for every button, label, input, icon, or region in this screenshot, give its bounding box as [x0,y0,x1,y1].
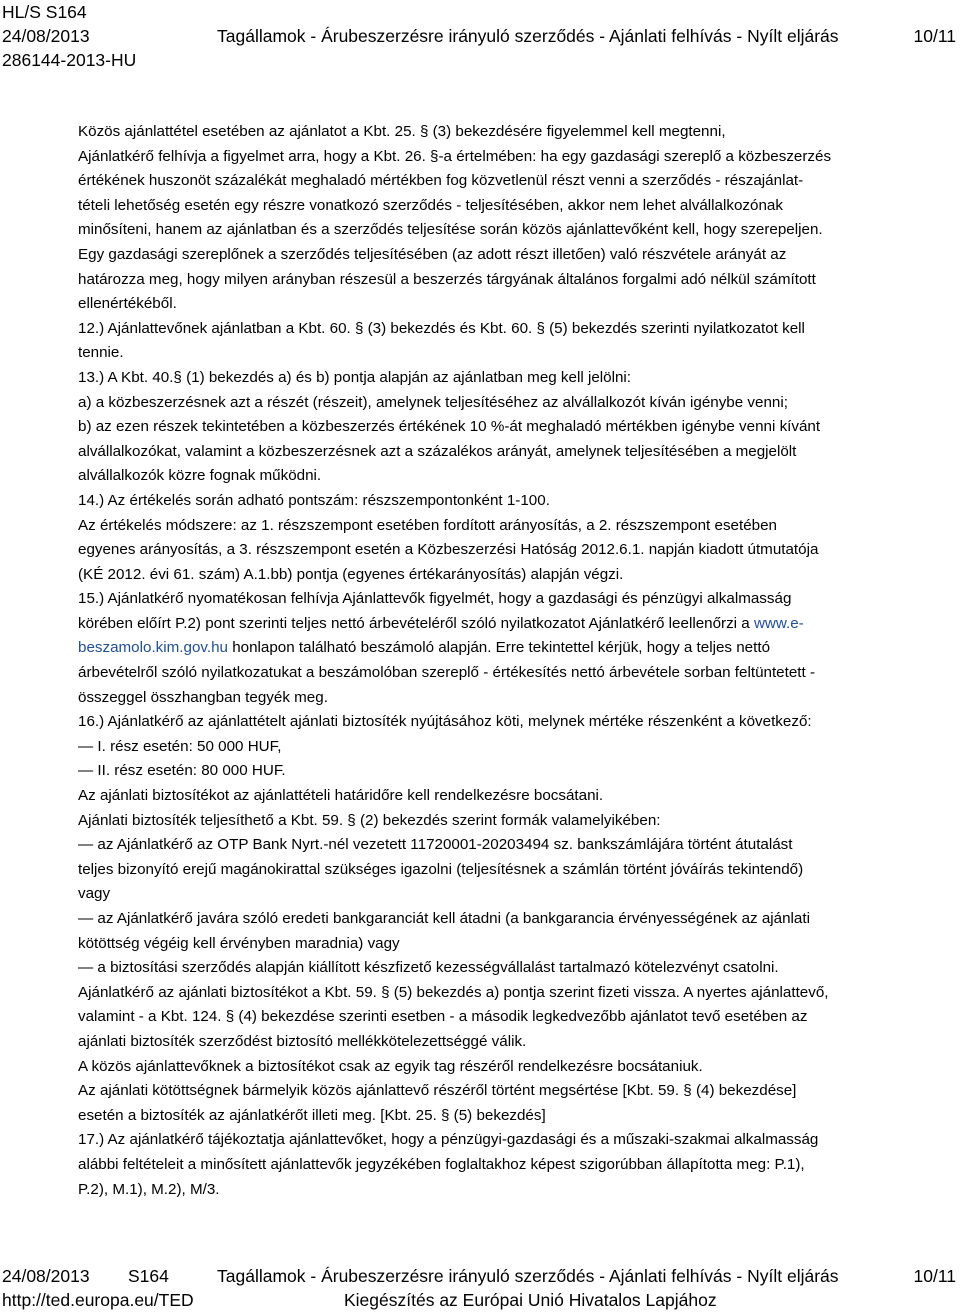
body-line: 15.) Ajánlatkérő nyomatékosan felhívja Ajánlattevők figyelmét, hogy a gazdasági és pénzügyi alkalmasság [78,590,792,608]
body-line: tennie. [78,344,124,362]
body-line: — I. rész esetén: 50 000 HUF, [78,737,282,755]
body-line: Ajánlatkérő felhívja a figyelmet arra, hogy a Kbt. 26. §-a értelmében: ha egy gazdasági szereplő a közbeszerzés [78,147,832,165]
body-line: alábbi feltételeit a minősített ajánlattevők jegyzékében foglaltakhoz képest szigorúbban állapította meg: P.1), [78,1155,805,1173]
body-line: P.2), M.1), M.2), M/3. [78,1180,220,1198]
body-line-with-link [78,612,956,637]
header-date: 24/08/2013 [2,26,90,46]
body-line: 17.) Az ajánlatkérő tájékoztatja ajánlattevőket, hogy a pénzügyi-gazdasági és a műszaki-szakmai alkalmasság [78,1131,819,1149]
footer-url[interactable]: http://ted.europa.eu/TED [2,1290,194,1310]
body-line: — az Ajánlatkérő javára szóló eredeti bankgaranciát kell átadni (a bankgarancia érvényességének az ajánlati [78,910,810,927]
body-line: Ajánlatkérő az ajánlati biztosítékot a Kbt. 59. § (5) bekezdés a) pontja szerint fizeti vissza. A nyertes ajánlattevő, [78,983,829,1001]
beszamolo-link-start[interactable]: www.e- [753,614,804,632]
footer-page-number: 10/11 [913,1266,956,1286]
body-line: — a biztosítási szerződés alapján kiállított készfizető kezességvállalást tartalmazó kötelezvényt csatolni. [78,959,779,977]
body-line: A közös ajánlattevőknek a biztosítékot csak az egyik tag részéről rendelkezésre bocsátaniuk. [78,1057,703,1075]
footer-title: Tagállamok - Árubeszerzésre irányuló szerződés - Ajánlati felhívás - Nyílt eljárás [217,1266,839,1286]
body-line: ajánlati biztosíték szerződést biztosító mellékkötelezettséggé válik. [78,1032,527,1050]
body-line: egyenes arányosítás, a 3. részszempont esetén a Közbeszerzési Hatóság 2012.6.1. napján kiadott útmutatója [78,541,819,559]
body-line-text: körében előírt P.2) pont szerinti teljes nettó árbevételéről szóló nyilatkozatot Ajánlatkérő leellenőrzi a [78,614,754,632]
body-line: teljes bizonyító erejű magánokirattal szükséges igazolni (teljesítésnek a számlán történt jóváírás tekintendő) [78,860,804,878]
header-reference: 286144-2013-HU [2,50,137,70]
body-line: kötöttség végéig kell érvényben maradnia) vagy [78,934,400,952]
body-line: esetén a biztosíték az ajánlatkérőt illeti meg. [Kbt. 25. § (5) bekezdés] [78,1106,546,1124]
body-line: valamint - a Kbt. 124. § (4) bekezdése szerinti esetben - a második legkedvezőbb ajánlatot tevő esetében az [78,1008,808,1026]
body-line: ellenértékéből. [78,295,177,313]
body-line: árbevételről szóló nyilatkozatukat a beszámolóban szereplő - értékesítés nettó árbevétele sorban feltüntetett - [78,664,816,682]
page-header [0,0,960,72]
page-footer [0,1264,960,1312]
body-line: Az értékelés módszere: az 1. részszempont esetében fordított arányosítás, a 2. részszempont esetében [78,516,777,534]
body-line: (KÉ 2012. évi 61. szám) A.1.bb) pontja (egyenes értékarányosítás) alapján végzi. [78,565,624,583]
footer-publisher: Kiegészítés az Európai Unió Hivatalos Lapjához [344,1290,717,1310]
body-line: Az ajánlati kötöttségnek bármelyik közös ajánlattevő részéről történt megsértése [Kbt. 59. § (4) bekezdése] [78,1082,797,1100]
header-title: Tagállamok - Árubeszerzésre irányuló szerződés - Ajánlati felhívás - Nyílt eljárás [217,26,839,46]
body-line: — II. rész esetén: 80 000 HUF. [78,762,286,780]
body-line: értékének huszonöt százalékát meghaladó mértékben fog közvetlenül részt venni a szerződés - részajánlat- [78,172,804,190]
body-line: minősíteni, hanem az ajánlatban és a szerződés teljesítése során közös ajánlattevőként kell, hogy szerepeljen. [78,221,823,239]
body-line: 13.) A Kbt. 40.§ (1) bekezdés a) és b) pontja alapján az ajánlatban meg kell jelölni: [78,368,632,386]
body-line: a) a közbeszerzésnek azt a részét (részeit), amelynek teljesítéséhez az alvállalkozót kíván igénybe venni; [78,393,788,411]
body-line: 14.) Az értékelés során adható pontszám: részszempontonként 1-100. [78,491,550,509]
body-line: — az Ajánlatkérő az OTP Bank Nyrt.-nél vezetett 11720001-20203494 sz. bankszámlájára történt átutalást [78,836,793,854]
footer-series: S164 [128,1266,169,1286]
body-line: Egy gazdasági szereplőnek a szerződés teljesítésében (az adott részt illetően) való részvétele arányát az [78,245,787,263]
body-line: 16.) Ajánlatkérő az ajánlattételt ajánlati biztosíték nyújtásához köti, melynek mértéke részenként a következő: [78,713,812,731]
doc-id: HL/S S164 [2,2,87,22]
body-line: b) az ezen részek tekintetében a közbeszerzés értékének 10 %-át meghaladó mértékben igénybe venni kívánt [78,418,821,436]
body-line-text: honlapon található beszámoló alapján. Erre tekintettel kérjük, hogy a teljes nettó [227,639,771,657]
body-line: összeggel összhangban tegyék meg. [78,688,328,706]
body-line-with-link [78,636,956,661]
document-body [78,120,956,1202]
body-line: alvállalkozókat, valamint a közbeszerzésnek azt a százalékos arányát, amelynek teljesítésében a megjelölt [78,442,797,460]
body-line: Közös ajánlattétel esetében az ajánlatot a Kbt. 25. § (3) bekezdésére figyelemmel kell megtenni, [78,123,726,140]
body-line: tételi lehetőség esetén egy részre vonatkozó szerződés - teljesítésében, akkor nem lehet alvállalkozónak [78,196,783,214]
header-page-number: 10/11 [913,26,956,46]
body-line: határozza meg, hogy milyen arányban részesül a beszerzés tárgyának általános forgalmi adó nélkül számított [78,270,816,288]
footer-date: 24/08/2013 [2,1266,90,1286]
beszamolo-link-end[interactable]: beszamolo.kim.gov.hu [78,639,228,657]
body-line: Ajánlati biztosíték teljesíthető a Kbt. 59. § (2) bekezdés szerint formák valamelyikében: [78,811,661,829]
body-line: vagy [78,885,111,903]
body-line: 12.) Ajánlattevőnek ajánlatban a Kbt. 60. § (3) bekezdés és Kbt. 60. § (5) bekezdés szerinti nyilatkozatot kell [78,319,805,337]
body-line: alvállalkozók közre fognak működni. [78,467,322,485]
body-line: Az ajánlati biztosítékot az ajánlattételi határidőre kell rendelkezésre bocsátani. [78,787,604,805]
